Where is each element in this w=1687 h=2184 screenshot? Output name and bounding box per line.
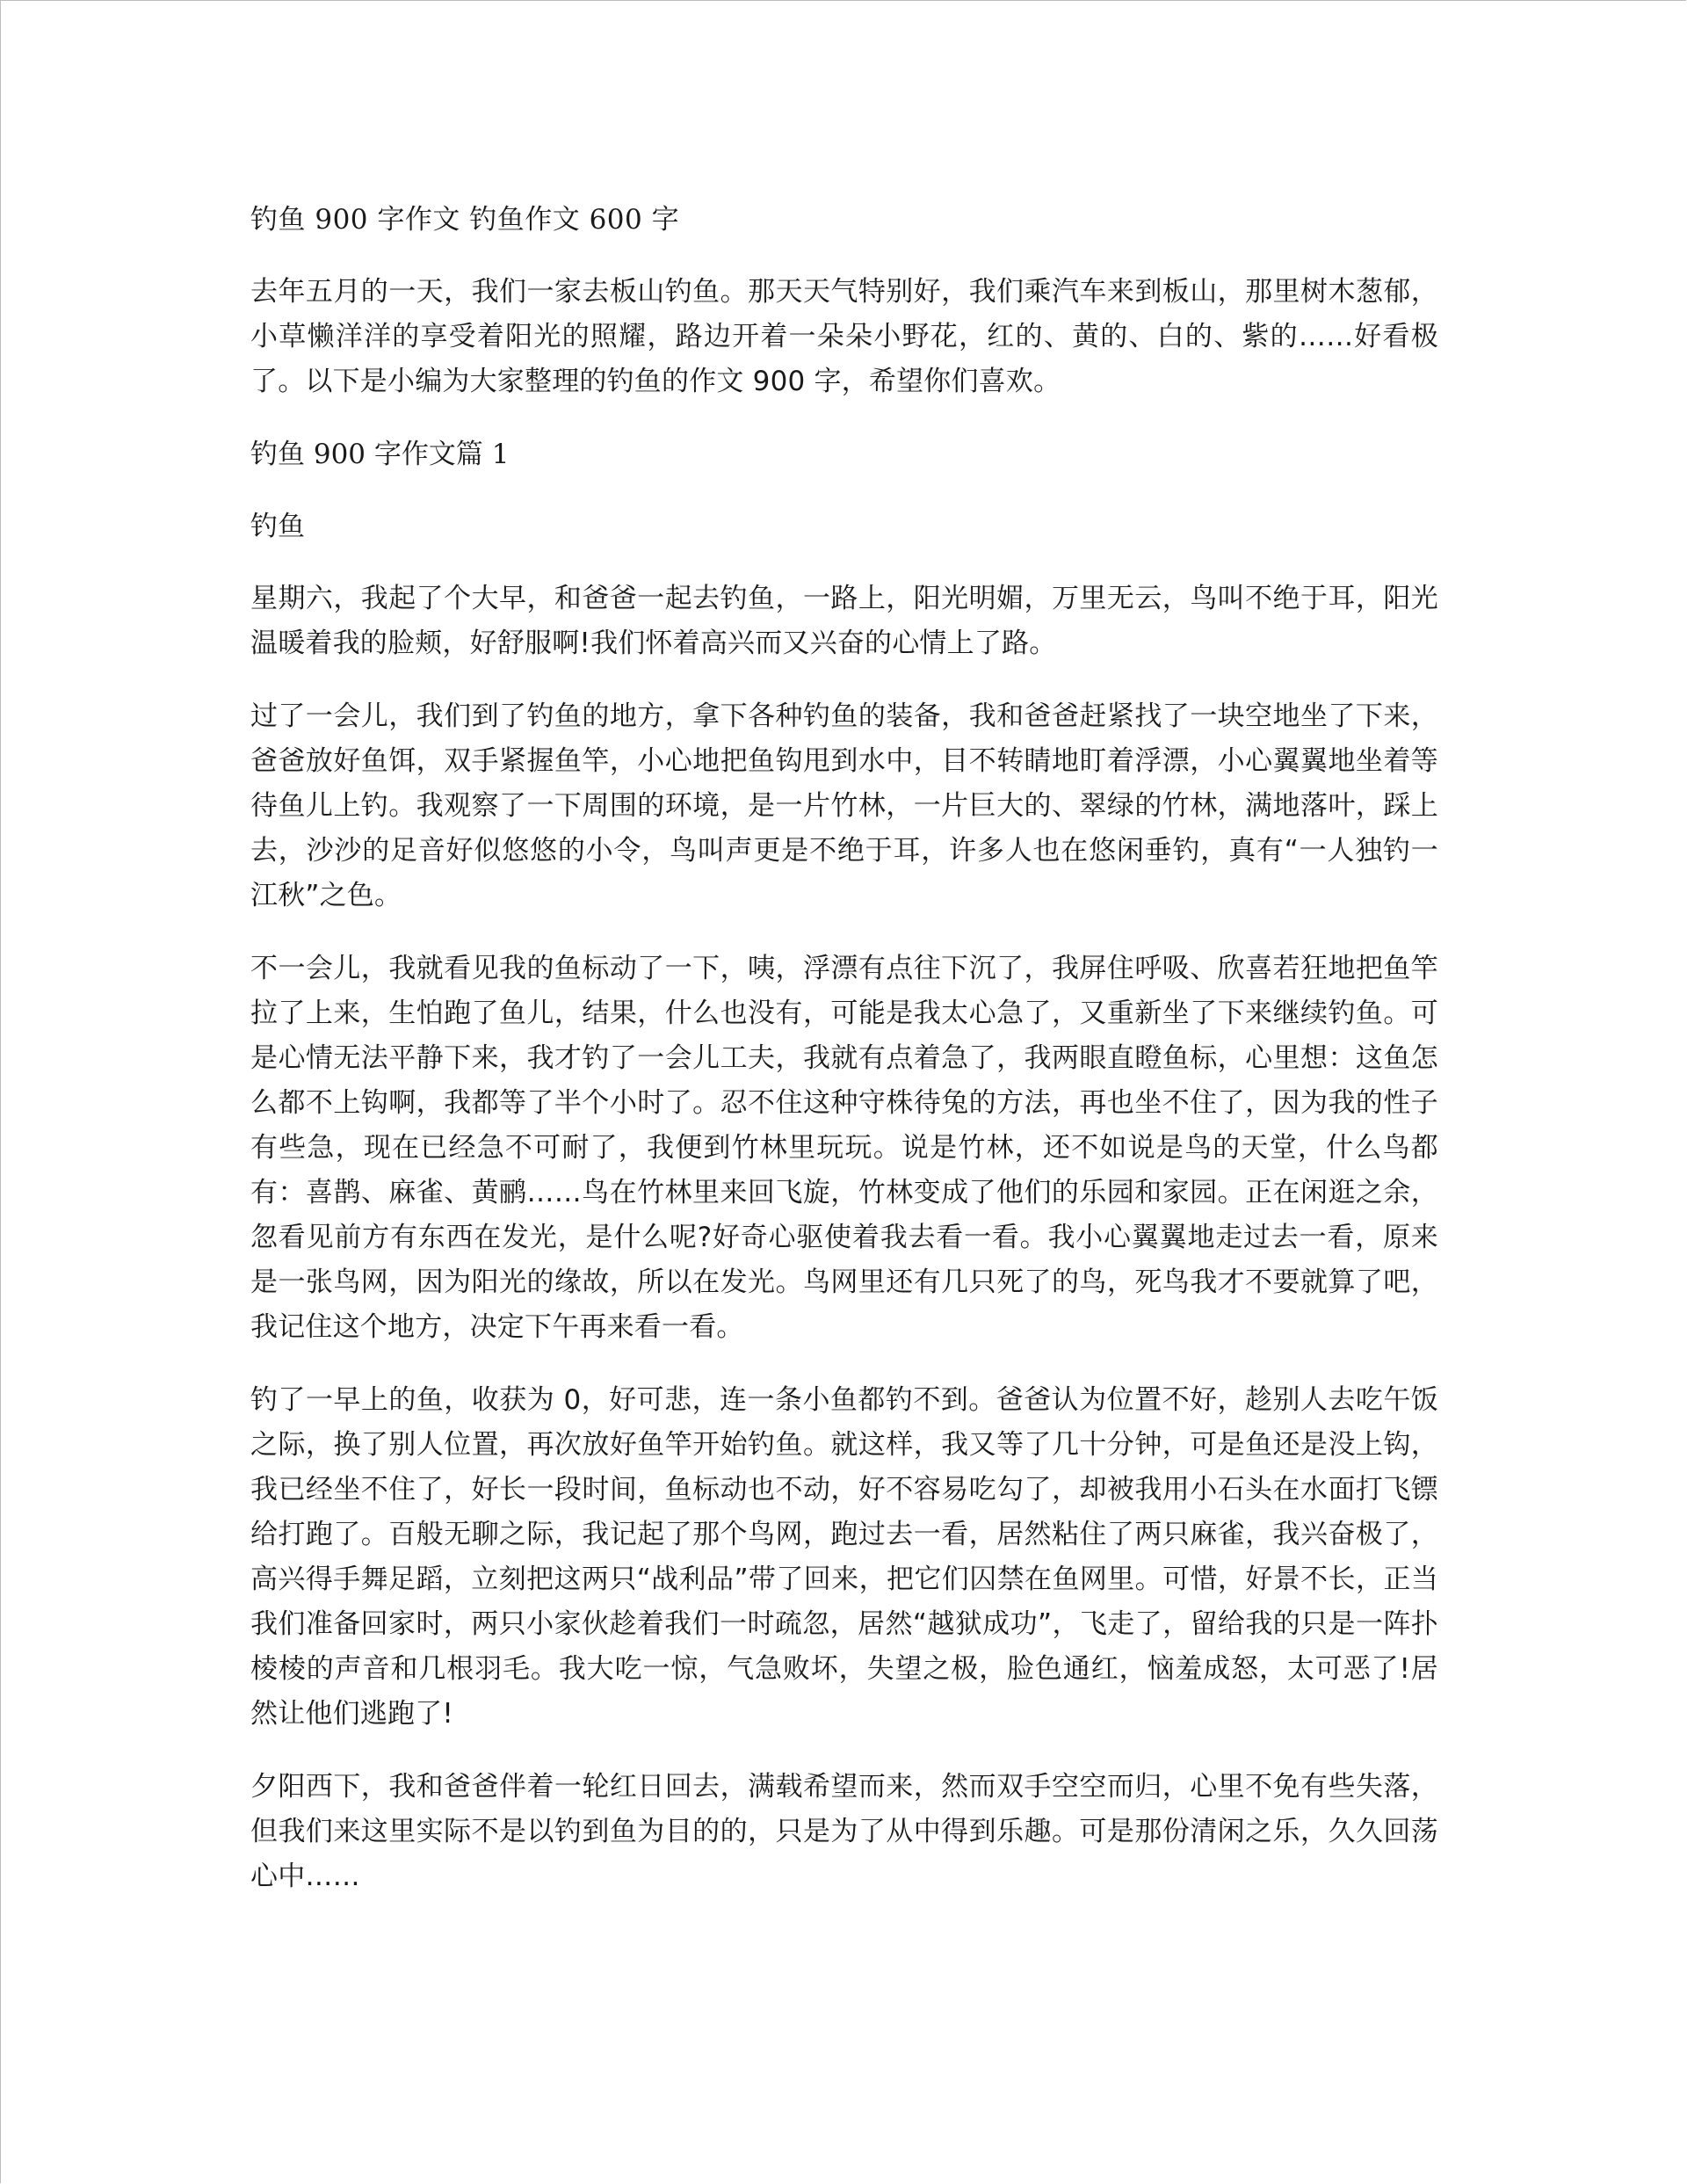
essay-title: 钓鱼 [250, 511, 305, 542]
essay-paragraph-1: 星期六，我起了个大早，和爸爸一起去钓鱼，一路上，阳光明媚，万里无云，鸟叫不绝于耳，阳光温暖着我的脸颊，好舒服啊!我们怀着高兴而又兴奋的心情上了路。 [250, 583, 1438, 659]
section-heading: 钓鱼 900 字作文篇 1 [250, 439, 510, 470]
essay-paragraph-5: 夕阳西下，我和爸爸伴着一轮红日回去，满载希望而来，然而双手空空而归，心里不免有些失落，但我们来这里实际不是以钓到鱼为目的的，只是为了从中得到乐趣。可是那份清闲之乐，久久回荡心中…… [250, 1771, 1438, 1892]
essay-paragraph-3: 不一会儿，我就看见我的鱼标动了一下，咦，浮漂有点往下沉了，我屏住呼吸、欣喜若狂地把鱼竿拉了上来，生怕跑了鱼儿，结果，什么也没有，可能是我太心急了，又重新坐了下来继续钓鱼。可是心情无法平静下来，我才钓了一会儿工夫，我就有点着急了，我两眼直瞪鱼标，心里想：这鱼怎么都不上钩啊，我都等了半个小时了。忍不住这种守株待兔的方法，再也坐不住了，因为我的性子有些急，现在已经急不可耐了，我便到竹林里玩玩。说是竹林，还不如说是鸟的天堂，什么鸟都有：喜鹊、麻雀、黄鹂……鸟在竹林里来回飞旋，竹林变成了他们的乐园和家园。正在闲逛之余，忽看见前方有东西在发光，是什么呢?好奇心驱使着我去看一看。我小心翼翼地走过去一看，原来是一张鸟网，因为阳光的缘故，所以在发光。鸟网里还有几只死了的鸟，死鸟我才不要就算了吧，我记住这个地方，决定下午再来看一看。 [250, 953, 1438, 1343]
intro-paragraph: 去年五月的一天，我们一家去板山钓鱼。那天天气特别好，我们乘汽车来到板山，那里树木葱郁，小草懒洋洋的享受着阳光的照耀，路边开着一朵朵小野花，红的、黄的、白的、紫的……好看极了。以下是小编为大家整理的钓鱼的作文 900 字，希望你们喜欢。 [250, 276, 1438, 397]
essay-paragraph-4: 钓了一早上的鱼，收获为 0，好可悲，连一条小鱼都钓不到。爸爸认为位置不好，趁别人去吃午饭之际，换了别人位置，再次放好鱼竿开始钓鱼。就这样，我又等了几十分钟，可是鱼还是没上钩，我已经坐不住了，好长一段时间，鱼标动也不动，好不容易吃勾了，却被我用小石头在水面打飞镖给打跑了。百般无聊之际，我记起了那个鸟网，跑过去一看，居然粘住了两只麻雀，我兴奋极了，高兴得手舞足蹈，立刻把这两只“战利品”带了回来，把它们囚禁在鱼网里。可惜，好景不长，正当我们准备回家时，两只小家伙趁着我们一时疏忽，居然“越狱成功”，飞走了，留给我的只是一阵扑棱棱的声音和几根羽毛。我大吃一惊，气急败坏，失望之极，脸色通红，恼羞成怒，太可恶了!居然让他们逃跑了! [250, 1384, 1438, 1730]
document-title: 钓鱼 900 字作文 钓鱼作文 600 字 [250, 204, 680, 236]
document-body [250, 198, 1438, 1927]
essay-paragraph-2: 过了一会儿，我们到了钓鱼的地方，拿下各种钓鱼的装备，我和爸爸赶紧找了一块空地坐了下来，爸爸放好鱼饵，双手紧握鱼竿，小心地把鱼钩甩到水中，目不转睛地盯着浮漂，小心翼翼地坐着等待鱼儿上钓。我观察了一下周围的环境，是一片竹林，一片巨大的、翠绿的竹林，满地落叶，踩上去，沙沙的足音好似悠悠的小令，鸟叫声更是不绝于耳，许多人也在悠闲垂钓，真有“一人独钓一江秋”之色。 [250, 700, 1438, 911]
